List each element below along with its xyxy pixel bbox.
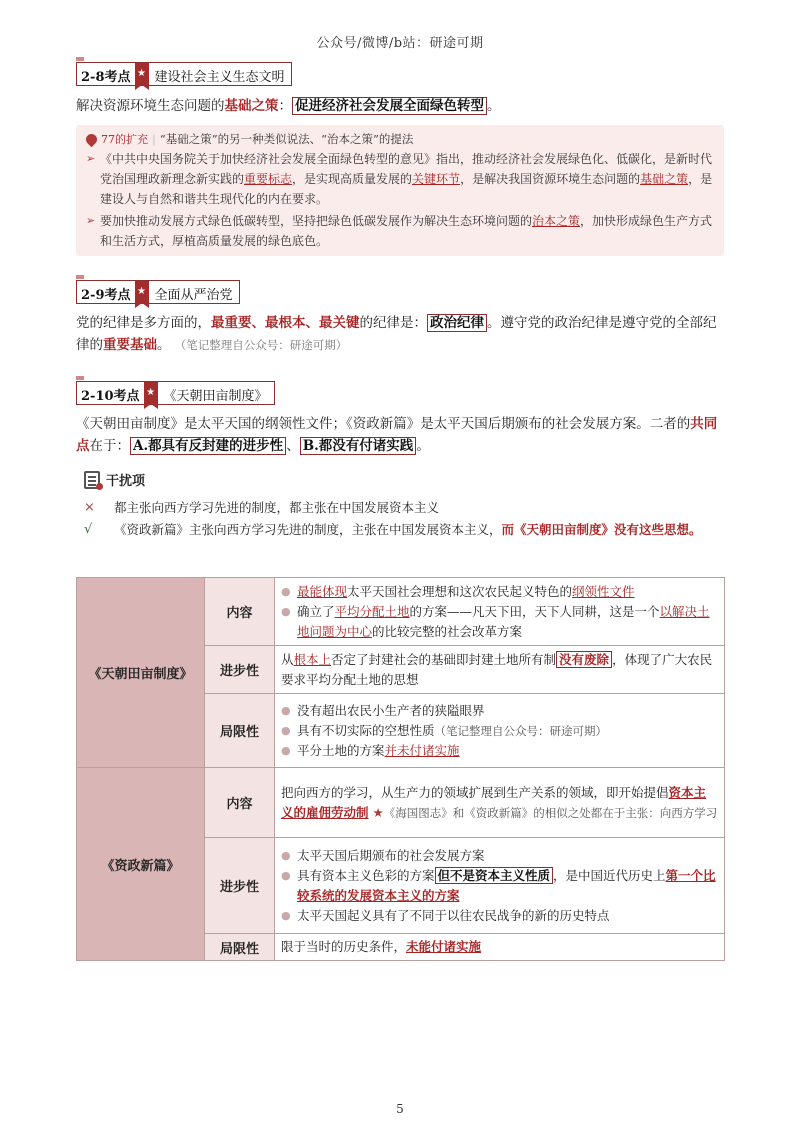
distractor-title: 干扰项	[106, 474, 146, 489]
bullet-dot-icon: ●	[281, 604, 291, 618]
cell-t2-content: 把向西方的学习，从生产力的领域扩展到生产关系的领域，即开始提倡资本主义的雇佣劳动制 ★《海国图志》和《资政新篇》的相似之处都在于主张：向西方学习	[275, 768, 725, 838]
bullet-dot-icon: ●	[281, 584, 291, 598]
distractor-right: √ 《资政新篇》主张向西方学习先进的制度，主张在中国发展资本主义，而《天朝田亩制度》没有这些思想。	[84, 520, 724, 540]
row-name-zizheng: 《资政新篇》	[77, 768, 205, 961]
paragraph-eco-basis: 解决资源环境生态问题的基础之策： 促进经济社会发展全面绿色转型 。	[76, 98, 501, 114]
row-name-tianchao: 《天朝田亩制度》	[77, 578, 205, 768]
paragraph-taiping-docs: 《天朝田亩制度》是太平天国的纲领性文件；《资政新篇》是太平天国后期颁布的社会发展方案。二者的共同点在于： A.都具有反封建的进步性 、 B.都没有付诸实践 。	[76, 416, 718, 454]
cell-t1-limit: ● 没有超出农民小生产者的狭隘眼界 ● 具有不切实际的空想性质（笔记整理自公众号：研途可期） ● 平分土地的方案并未付诸实施	[275, 694, 725, 768]
bullet-dot-icon: ●	[281, 868, 291, 882]
cell-t1-progress: 从根本上否定了封建社会的基础即封建土地所有制 没有废除 ，体现了广大农民要求平均分配土地的思想	[275, 646, 725, 694]
extension-header: 77的扩充 | “基础之策”的另一种类似说法、“治本之策”的提法	[86, 131, 714, 147]
aspect-content: 内容	[205, 768, 275, 838]
section-title: 建设社会主义生态文明	[154, 70, 285, 85]
arrow-bullet-icon: ➢	[86, 214, 96, 227]
aspect-progress: 进步性	[205, 646, 275, 694]
document-list-icon	[84, 471, 100, 489]
section-code: 2-8考点	[81, 70, 131, 85]
star-badge-icon: ★	[135, 281, 149, 303]
section-heading-2-9	[76, 280, 240, 304]
aspect-progress: 进步性	[205, 838, 275, 934]
distractor-wrong: × 都主张向西方学习先进的制度，都主张在中国发展资本主义	[84, 498, 439, 518]
extension-box	[76, 125, 724, 256]
location-pin-icon	[84, 131, 100, 147]
extension-tag: 77的扩充	[101, 133, 148, 146]
arrow-bullet-icon: ➢	[86, 152, 96, 165]
bullet-dot-icon: ●	[281, 723, 291, 737]
cell-t2-limit: 限于当时的历史条件，未能付诸实施	[275, 934, 725, 961]
section-heading-2-10	[76, 381, 275, 405]
star-icon: ★	[372, 804, 384, 820]
distractor-heading	[84, 470, 145, 489]
paragraph-party-discipline: 党的纪律是多方面的，最重要、最根本、最关键的纪律是： 政治纪律 。遵守党的政治纪律是遵守党的全部纪律的重要基础。 （笔记整理自公众号：研途可期）	[76, 315, 717, 353]
bullet-dot-icon: ●	[281, 703, 291, 717]
section-code: 2-9考点	[81, 288, 131, 303]
cell-t2-progress: ● 太平天国后期颁布的社会发展方案 ● 具有资本主义色彩的方案 但不是资本主义性质 ，是中国近代历史上第一个比较系统的发展资本主义的方案 ● 太平天国起义具有了不同于以往农民战争的新的历史特点	[275, 838, 725, 934]
extension-title: “基础之策”的另一种类似说法、“治本之策”的提法	[159, 132, 414, 146]
page-number: 5	[396, 1102, 404, 1116]
cell-t1-content: ● 最能体现太平天国社会理想和这次农民起义特色的纲领性文件 ● 确立了平均分配土地的方案——凡天下田，天下人同耕，这是一个以解决土地问题为中心的比较完整的社会改革方案	[275, 578, 725, 646]
bullet-dot-icon: ●	[281, 743, 291, 757]
check-icon: √	[84, 522, 93, 537]
source-note: （笔记整理自公众号：研途可期）	[174, 338, 348, 352]
cross-icon: ×	[84, 500, 95, 515]
aspect-limit: 局限性	[205, 934, 275, 961]
section-code: 2-10考点	[81, 389, 140, 404]
extension-item-2: ➢ 要加快推动发展方式绿色低碳转型，坚持把绿色低碳发展作为解决生态环境问题的治本之策，加快形成绿色生产方式和生活方式，厚植高质量发展的绿色底色。	[86, 211, 714, 251]
star-badge-icon: ★	[135, 63, 149, 85]
page-header-title: 公众号/微博/b站：研途可期	[316, 36, 484, 51]
section-heading-2-8	[76, 62, 292, 86]
comparison-table	[76, 577, 725, 961]
section-title: 《天朝田亩制度》	[163, 389, 268, 404]
aspect-limit: 局限性	[205, 694, 275, 768]
section-title: 全面从严治党	[154, 288, 233, 303]
star-badge-icon: ★	[144, 382, 158, 404]
aspect-content: 内容	[205, 578, 275, 646]
bullet-dot-icon: ●	[281, 848, 291, 862]
bullet-dot-icon: ●	[281, 908, 291, 922]
extension-item-1: ➢ 《中共中央国务院关于加快经济社会发展全面绿色转型的意见》指出，推动经济社会发展绿色化、低碳化，是新时代党治国理政新理念新实践的重要标志，是实现高质量发展的关键环节，是解决我国资源环境生态问题的基础之策，是建设人与自然和谐共生现代化的内在要求。	[86, 149, 714, 209]
